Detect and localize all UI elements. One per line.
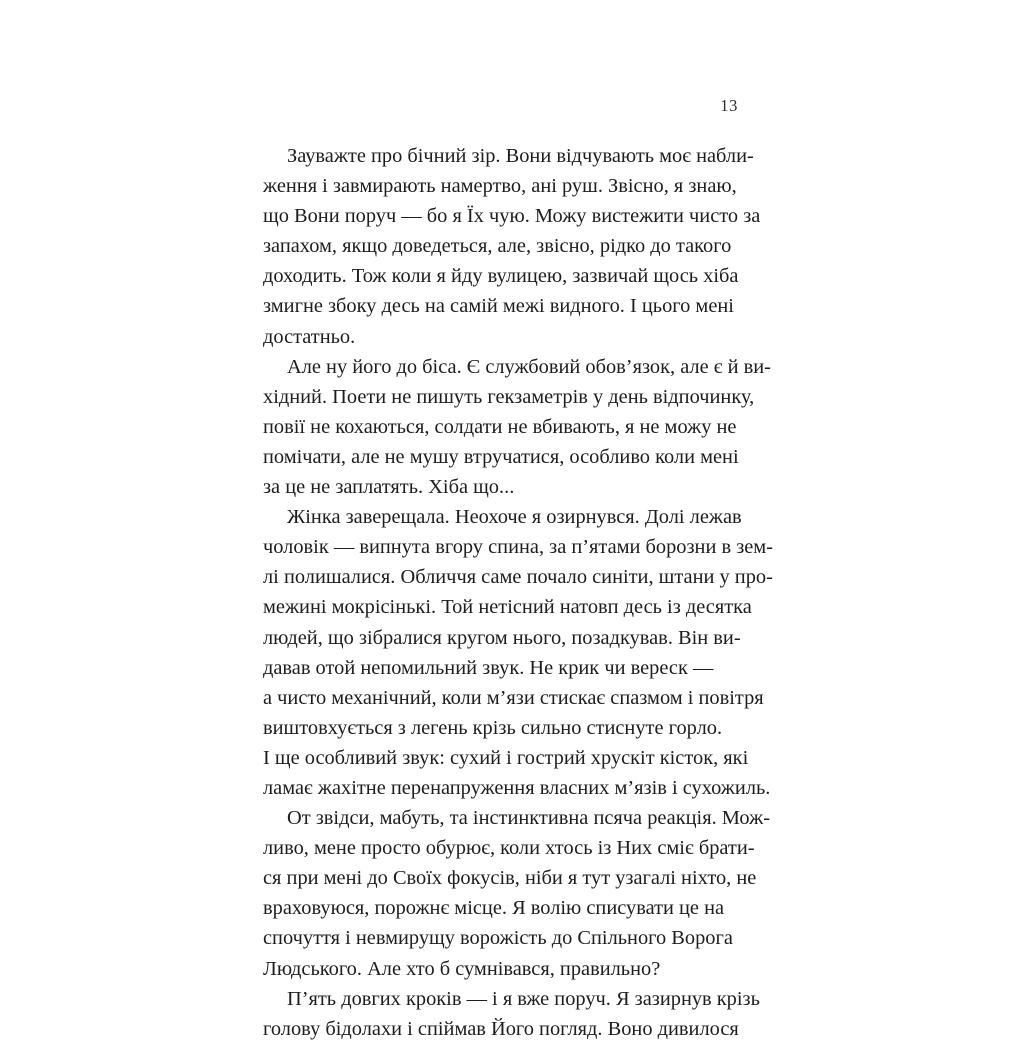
text-line: І ще особливий звук: сухий і гострий хрускіт кісток, які — [263, 746, 749, 769]
text-line — [263, 141, 754, 171]
text-line: людей, що зібралися кругом нього, позадкував. Він ви- — [263, 626, 741, 649]
text-line: за це не заплатять. Хіба що... — [263, 476, 515, 499]
text-line: давав отой непомильний звук. Не крик чи вереск — — [263, 656, 714, 679]
text-line: чоловік — випнута вгору спина, за п’ятами борозни в зем- — [263, 536, 774, 559]
text-line: виштовхується з легень крізь сильно стиснуте горло. — [263, 716, 723, 739]
text-line: враховуюся, порожнє місце. Я волію списувати це на — [263, 897, 725, 920]
text-line: спочуття і невмирущу ворожість до Спільного Ворога — [263, 927, 733, 950]
text-line — [263, 803, 770, 833]
page-number: 13 — [720, 96, 738, 115]
text-line: лі полишалися. Обличчя саме почало синіти, штани у про- — [263, 566, 773, 589]
text-line: а чисто механічний, коли м’язи стискає спазмом і повітря — [263, 686, 764, 709]
text-line: ження і завмирають намертво, ані руш. Звісно, я знаю, — [263, 175, 737, 198]
text-line-content: Жінка заверещала. Неохоче я озирнувся. Долі лежав — [287, 506, 742, 529]
text-line-content: Зауважте про бічний зір. Вони відчувають моє набли- — [287, 145, 754, 167]
paragraph — [263, 502, 774, 803]
text-line: доходить. Тож коли я йду вулицею, зазвичай щось хіба — [263, 265, 739, 288]
paragraph — [263, 141, 761, 352]
text-line: запахом, якщо доведеться, але, звісно, рідко до такого — [263, 235, 732, 258]
text-line: достатньо. — [263, 325, 356, 348]
paragraph — [263, 984, 760, 1044]
text-line: ламає жахітне перенапруження власних м’язів і сухожиль. — [263, 776, 771, 799]
text-line: Людського. Але хто б сумнівався, правильно? — [263, 957, 661, 980]
text-line: ливо, мене просто обурює, коли хтось із Них сміє брати- — [263, 837, 755, 860]
text-line: змигне збоку десь на самій межі видного. І цього мені — [263, 295, 734, 318]
text-line: помічати, але не мушу втручатися, особливо коли мені — [263, 445, 739, 468]
text-line: ся при мені до Своїх фокусів, ніби я тут узагалі ніхто, не — [263, 867, 757, 890]
text-line-content: От звідси, мабуть, та інстинктивна псяча реакція. Мож- — [287, 807, 770, 830]
text-line: голову бідолахи і спіймав Його погляд. Воно дивилося — [263, 1017, 739, 1040]
text-line — [263, 502, 742, 532]
text-line — [263, 984, 760, 1014]
text-line: хідний. Поети не пишуть гекзаметрів у день відпочинку, — [263, 385, 755, 408]
text-line-content: Але ну його до біса. Є службовий обов’язок, але є й ви- — [287, 355, 771, 378]
text-line: повії не кохаються, солдати не вбивають, я не можу не — [263, 415, 737, 438]
text-line — [263, 352, 771, 382]
text-line-content: П’ять довгих кроків — і я вже поруч. Я зазирнув крізь — [287, 987, 760, 1010]
body-text-block — [263, 141, 774, 1044]
paragraph — [263, 352, 771, 502]
paragraph — [263, 803, 770, 984]
text-line: що Вони поруч — бо я Їх чую. Можу вистежити чисто за — [263, 205, 761, 228]
text-line: межині мокрісінькі. Той нетісний натовп десь із десятка — [263, 596, 752, 619]
